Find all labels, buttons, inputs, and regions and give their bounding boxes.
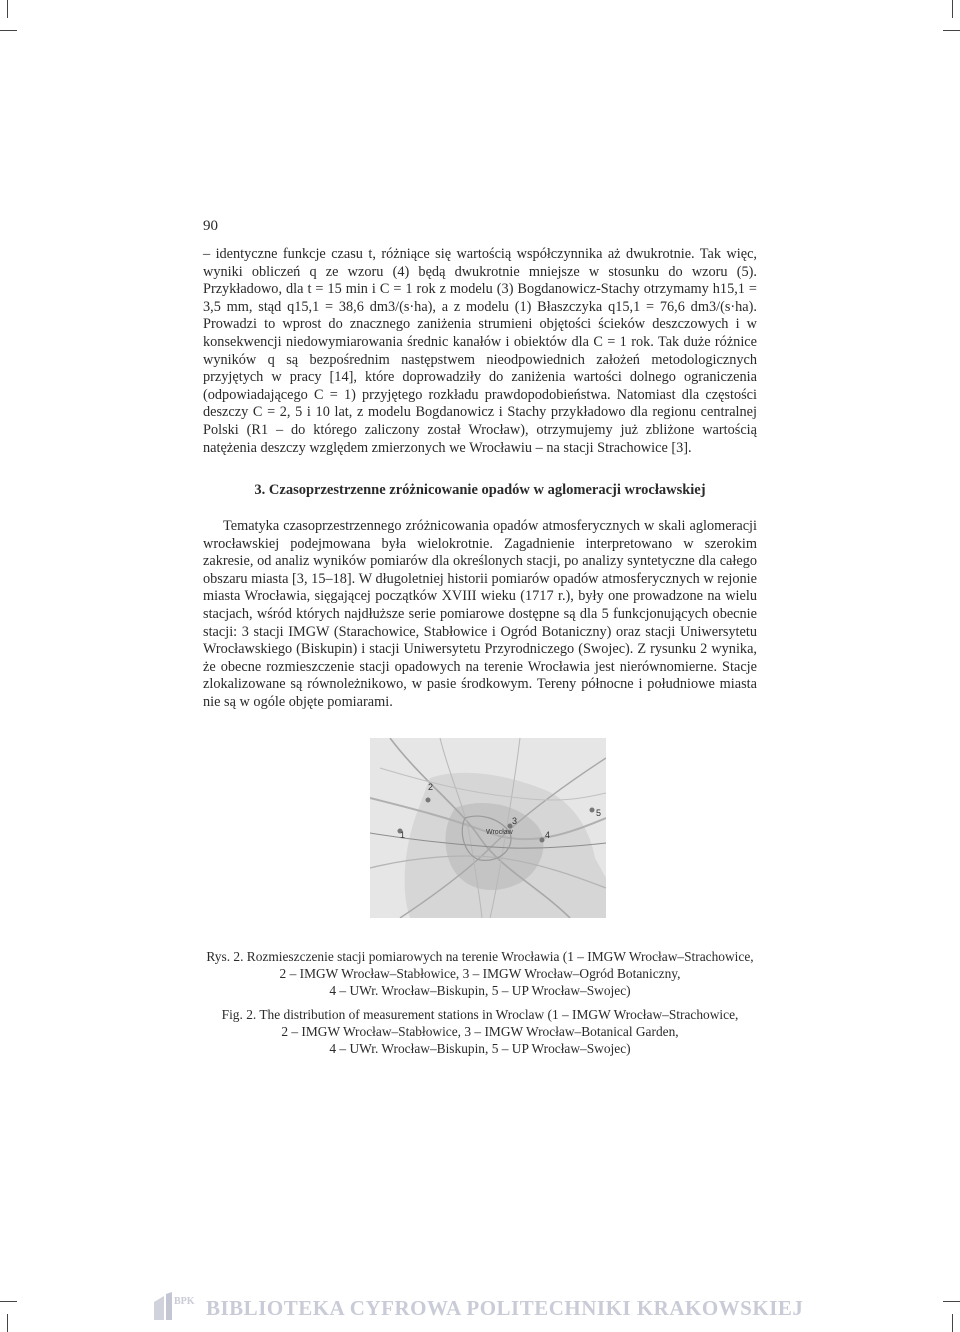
caption-pl-line-2: 2 – IMGW Wrocław–Stabłowice, 3 – IMGW Wrocław–Ogród Botaniczny, xyxy=(279,966,681,981)
crop-mark-bottom-right-h xyxy=(943,1301,960,1302)
caption-en-line-2: 2 – IMGW Wrocław–Stabłowice, 3 – IMGW Wrocław–Botanical Garden, xyxy=(281,1024,679,1039)
figure-caption-pl xyxy=(203,948,757,999)
body-paragraph-2 xyxy=(203,518,757,712)
map-station-3: 3 xyxy=(512,816,518,826)
paragraph-2-text: Tematyka czasoprzestrzennego zróżnicowania opadów atmosferycznych w skali aglomeracji wrocławskiej podejmowana była wielokrotnie. Zagadnienie interpretowano w szerokim zakresie, od analiz wyników pomiarów dla określonych stacji, po analizy syntetyczne dla całego obszaru miasta [3, 15–18]. W długoletniej historii pomiarów opadów atmosferycznych w rejonie miasta Wrocławia, sięgającej początków XVIII wieku (1717 r.), były one prowadzone na wielu stacjach, wśród których najdłuższe serie pomiarowe dostępne są dla 5 funkcjonujących obecnie stacji: 3 stacji IMGW (Starachowice, Stabłowice i Ogród Botaniczny) oraz stacji Uniwersytetu Wrocławskiego (Biskupin) i stacji Uniwersytetu Przyrodniczego (Swojec). Z rysunku 2 wynika, że obecne rozmieszczenie stacji opadowych na terenie Wrocławia jest nierównomierne. Stacje zlokalizowane są równoleżnikowo, w pasie środkowym. Tereny północne i południowe miasta nie są w ogóle objęte pomiarami. xyxy=(203,518,757,710)
map-graphic xyxy=(370,738,606,918)
caption-en-line-3: 4 – UWr. Wrocław–Biskupin, 5 – UP Wrocław–Swojec) xyxy=(329,1041,631,1056)
crop-mark-top-left xyxy=(0,0,8,18)
map-station-5: 5 xyxy=(596,808,602,818)
library-logo-icon xyxy=(150,1290,198,1324)
map-station-4: 4 xyxy=(545,830,551,840)
crop-mark-top-right xyxy=(952,0,960,18)
station-map-figure xyxy=(370,738,606,918)
crop-mark-bottom-right xyxy=(952,1314,960,1332)
figure-caption-en xyxy=(203,1006,757,1057)
body-paragraph-1 xyxy=(203,246,757,457)
map-station-1: 1 xyxy=(400,830,406,840)
crop-mark-top-left-h xyxy=(0,30,17,31)
map-city-label: Wrocław xyxy=(486,829,513,836)
page-number: 90 xyxy=(203,218,218,234)
caption-en-line-1: Fig. 2. The distribution of measurement stations in Wroclaw (1 – IMGW Wrocław–Strachowice, xyxy=(221,1007,739,1022)
section-heading: 3. Czasoprzestrzenne zróżnicowanie opadów w aglomeracji wrocławskiej xyxy=(254,482,706,498)
caption-pl-line-1: Rys. 2. Rozmieszczenie stacji pomiarowych na terenie Wrocławia (1 – IMGW Wrocław–Strachowice, xyxy=(206,949,754,964)
paragraph-1-text: – identyczne funkcje czasu t, różniące się wartością współczynnika aż dwukrotnie. Tak więc, wyniki obliczeń q ze wzoru (4) będą dwukrotnie mniejsze w stosunku do wzoru (5). Przykładowo, dla t = 15 min i C = 1 rok z modelu (3) Bogdanowicz-Stachy otrzymamy h15,1 = 3,5 mm, stąd q15,1 = 38,6 dm3/(s·ha), a z modelu (1) Błaszczyka q15,1 = 76,6 dm3/(s·ha). Prowadzi to wprost do znacznego zaniżenia strumieni objętości ścieków deszczowych i w konsekwencji niedowymiarowania średnic kanałów i obiektów dla C = 1 rok. Tak duże różnice wyników q są bezpośrednim następstwem nieodpowiednich założeń metodologicznych przyjętych w pracy [14], które doprowadziły do zaniżenia wartości dolnego ograniczenia (odpowiadającego C = 1) przyjętego rozkładu prawdopodobieństwa. Natomiast dla częstości deszczy C = 2, 5 i 10 lat, z modelu Bogdanowicz i Stachy przykładowo dla regionu centralnej Polski (R1 – do którego zaliczony został Wrocław), otrzymujemy już zbliżone wartością natężenia deszczy względem zmierzonych we Wrocławiu – na stacji Strachowice [3]. xyxy=(203,246,757,456)
crop-mark-top-right-h xyxy=(943,30,960,31)
logo-text: BPK xyxy=(174,1296,195,1307)
library-footer xyxy=(150,1290,810,1326)
map-station-2: 2 xyxy=(428,782,434,792)
caption-pl-line-3: 4 – UWr. Wrocław–Biskupin, 5 – UP Wrocław–Swojec) xyxy=(329,983,631,998)
library-name: BIBLIOTEKA CYFROWA POLITECHNIKI KRAKOWSKIEJ xyxy=(206,1296,804,1320)
crop-mark-bottom-left xyxy=(0,1314,8,1332)
crop-mark-bottom-left-h xyxy=(0,1301,17,1302)
